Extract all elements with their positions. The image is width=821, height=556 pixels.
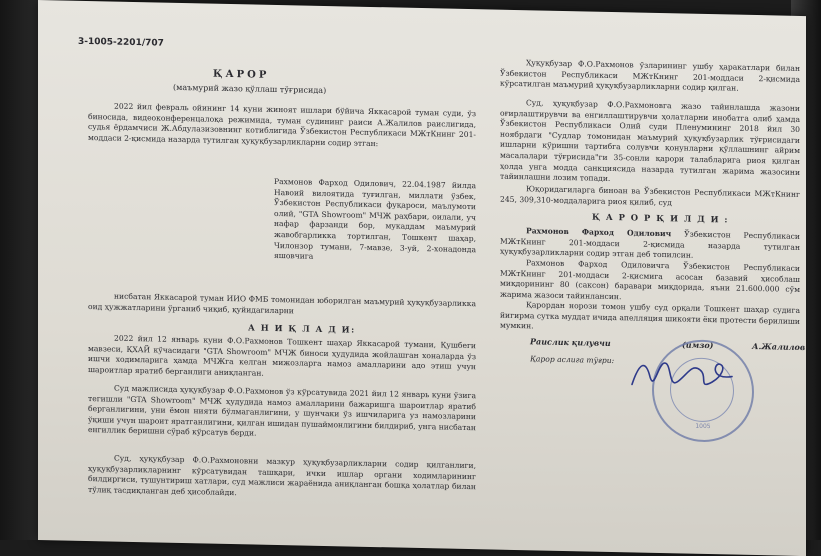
appeal-paragraph: Қарордан норози томон ушбу суд орқали Тошкент шаҳар судига йигирма сутка муддат ичида апелляция шикояти ёки протести берилиши мумкин. — [500, 300, 800, 331]
decision-paragraph-2: Рахмонов Фарход Одиловичга Ўзбекистон Республикаси МЖтКнинг 201-моддаси 2-қисмига асосан базавий ҳисоблаш миқдорининг 80 (саксон) баравари миқдорида, яъни 21.600.000 сўм жарима жазоси тайинлансин. — [500, 258, 800, 302]
presiding-judge-label: Раислик қилувчи — [530, 336, 611, 348]
against-paragraph: нисбатан Яккасарой туман ИИО ФМБ томонидан юборилган маъмурий ҳуқуқбузарликка оид ҳужжатларини ўрганиб чиқиб, қуйидагиларни — [88, 291, 476, 315]
judge-name: А.Жалилов — [752, 340, 806, 353]
found-heading: А Н И Қ Л А Д И: — [248, 322, 356, 335]
right-column — [500, 10, 806, 366]
court-decision-document — [38, 0, 806, 556]
certified-copy-note: Қарор аслига тўғри: — [530, 354, 615, 366]
document-title: ҚАРОР — [213, 68, 270, 81]
finding-paragraph-2: Суд мажлисида ҳуқуқбузар Ф.О.Рахмонов ўз кўрсатувида 2021 йил 12 январь куни ўзига тегишли "GTA Showroom" МЧЖ ҳудудида намоз амалларини бажаришга шароитлар яратиб берганлигини, уни ёмон нияти бўлмаганлигини, у шунчаки ўз ишчиларига уз намозларини ўқиши учун шароит яратганлигини, қилган ишидан пушаймонлигини билдириб, унга нисбатан енгиллик беришни сўраб кўрсатув берди. — [88, 383, 476, 438]
finding-paragraph-3: Суд, ҳуқуқбузар Ф.О.Рахмоновни мазкур ҳуқуқбузарликларни содир қилганлиги, ҳуқуқбузарликларнинг кўрсатувидан ташқари, ички ишлар органи ходимларининг билдиргиси, тушунтириш хатлари, суд мажлиси жараёнида аниқланган бошқа ҳолатлар билан тўлиқ тасдиқланган деб ҳисоблайди. — [88, 453, 476, 497]
background-left — [0, 0, 40, 540]
stamp-number: 1005 — [695, 422, 711, 431]
decided-heading: Қ А Р О Р Қ И Л Д И : — [592, 211, 729, 225]
intro-paragraph: 2022 йил февраль ойининг 14 куни жиноят ишлари бўйича Яккасарой туман суди, ўз биносида, видеоконференцалоқа режимида, туман судининг раиси А.Жалилов раислигида, судья ёрдамчиси Ж.Абдулазизовнинг котиблигида Ўзбекистон Республикаси МЖтКнинг 201-моддаси 2-қисмида назарда тутилган ҳуқуқбузарликларни содир этган: — [88, 101, 476, 148]
signature-mark: (имзо) — [682, 339, 714, 351]
right-paragraph-1: Ҳуқуқбузар Ф.О.Рахмонов ўзларининг ушбу ҳаракатлари билан Ўзбекистон Республикаси МЖтКнинг 201-моддаси 2-қисмида кўрсатилган маъмурий ҳуқуқбузарликларни содир қилган. — [500, 58, 800, 93]
case-number: 3-1005-2201/707 — [78, 36, 164, 49]
decision-paragraph-1: Рахмонов Фарход Одилович Ўзбекистон Республикаси МЖтКнинг 201-моддаси 2-қисмида назарда тутилган ҳуқуқбузарликларни содир этган деб топилсин. — [500, 226, 800, 260]
defendant-details: Рахмонов Фарход Одилович, 22.04.1987 йилда Навоий вилоятида туғилган, миллати ўзбек, Ўзбекистон Республикаси фуқароси, маълумоти олий, "GTA Showroom" МЧЖ раҳбари, оилали, уч нафар фарзанди бор, мукаддам маъмурий жавобгарликка тортилган, Тошкент шаҳар, Чилонзор тумани, 7-мавзе, 3-уй, 2-хонадонда яшовчига — [274, 176, 476, 261]
decision-defendant-name: Рахмонов Фарход Одилович — [526, 226, 672, 239]
handwritten-signature — [628, 354, 738, 396]
finding-paragraph-1: 2022 йил 12 январь куни Ф.О.Рахмонов Тошкент шаҳар Яккасарой тумани, Қушбеги мавзеси, ҚХАЙ кўчасидаги "GTA Showroom" МЧЖ биноси ҳудудида жойлашган хоналарда ўз ишчи ходимларига ҳамда МЧЖга келган мижозларга намоз амалларини адо этиш учун шароитлар яратиб берганлиги аниқланган. — [88, 333, 476, 378]
document-subtitle: (маъмурий жазо қўллаш тўғрисида) — [173, 82, 327, 96]
right-paragraph-3: Юқоридагиларга биноан ва Ўзбекистон Республикаси МЖтКнинг 245, 309,310-моддаларига риоя қилиб, суд — [500, 184, 800, 207]
right-paragraph-2: Суд, ҳуқуқбузар Ф.О.Рахмоновга жазо тайинлашда жазони оғирлаштирувчи ва енгиллаштирувчи ҳолатларни инобатга олиб ҳамда Ўзбекистон Республикаси Олий суди Пленумининг 2018 йил 30 ноябрдаги "Судлар томонидан маъмурий ҳуқуқбузарлик тўғрисидаги ишларни кўришни тартибга солувчи қонунларни қўллашнинг айрим масалалари тўғрисида"ги 35-сонли қарори талабларига риоя қилган ҳолда унга модда санкциясида назарда тутилган жарима жазосини тайинлашни лозим топади. — [500, 98, 800, 184]
